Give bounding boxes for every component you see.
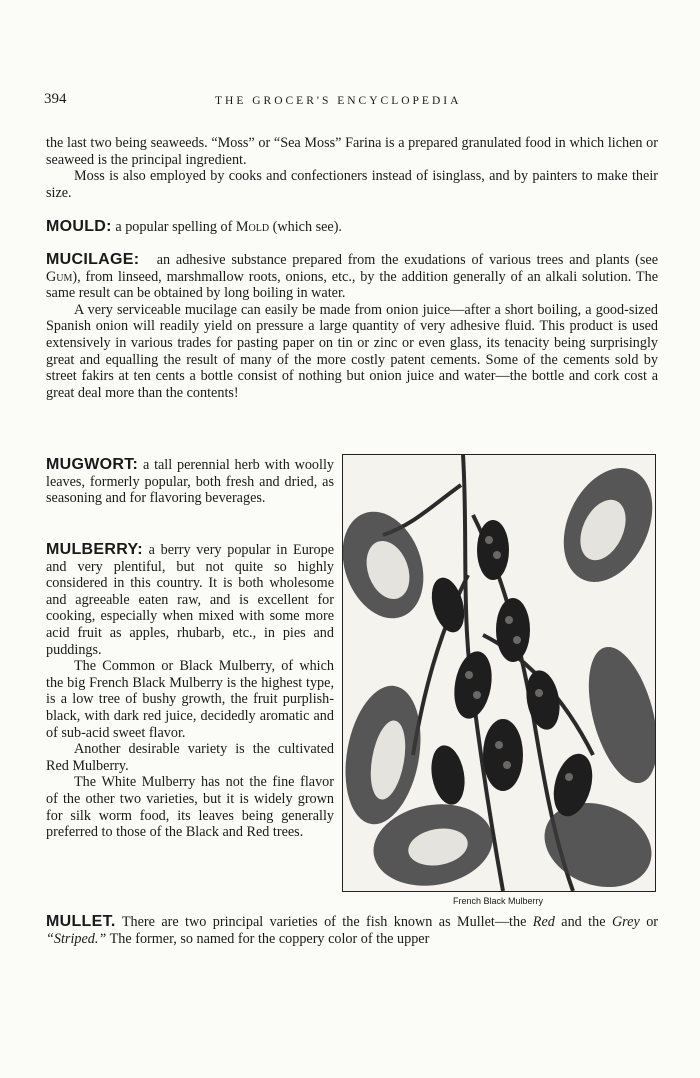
mould-headword: MOULD: [46, 218, 112, 235]
mullet-text-b: and the [561, 914, 606, 930]
mugwort-entry [46, 457, 334, 507]
moss-entry-continued [46, 135, 658, 201]
mulberry-paragraph-1 [46, 542, 334, 658]
mould-text-before: a popular spelling of [115, 219, 233, 235]
page-number: 394 [44, 91, 67, 107]
mullet-striped: “Striped.” [46, 930, 107, 947]
mulberry-headword: MULBERRY: [46, 541, 143, 558]
mullet-text-d: The former, so named for the coppery color of the upper [109, 930, 430, 947]
mulberry-paragraph-4: The White Mulberry has not the fine flavor of the other two varieties, but it is widely grown for silk worm food, its leaves being generally preferred to those of the Black and Red trees. [46, 774, 334, 841]
mucilage-paragraph-2: A very serviceable mucilage can easily be made from onion juice—after a short boiling, a good-sized Spanish onion will readily yield on pressure a large quantity of very adhesive fluid. This product is used extensively in various trades for pasting paper on tin or zinc or even glass, its tenacity being surprisingly great and equalling the result of many of the more costly patent cements. Some of the cements sold by street fakirs at ten cents a bottle consist of nothing but onion juice and water—the bottle and cork cost a great deal more than the contents! [46, 301, 658, 401]
running-title: THE GROCER'S ENCYCLOPEDIA [215, 95, 462, 107]
mulberry-illustration [342, 454, 656, 892]
mucilage-p1-a: an adhesive substance prepared from the exudations of various trees and plants (see [156, 252, 658, 268]
mullet-text-c: or [646, 914, 659, 930]
mucilage-p1-b: ), from linseed, marshmallow roots, onions, etc., by the addition generally of an alkali solution. The same result can be obtained by long boiling in water. [46, 268, 658, 302]
mullet-text-a: There are two principal varieties of the fish known as Mullet—the [121, 914, 527, 930]
mould-text-after: (which see). [272, 219, 342, 235]
moss-paragraph-2: Moss is also employed by cooks and confectioners instead of isinglass, and by painters to make their size. [46, 168, 658, 201]
mulberry-paragraph-3: Another desirable variety is the cultivated Red Mulberry. [46, 741, 334, 774]
mullet-grey: Grey [611, 914, 640, 930]
mucilage-entry [46, 252, 658, 401]
mulberry-plant-drawing [343, 455, 655, 891]
figure-caption: French Black Mulberry [452, 896, 544, 906]
mulberry-p1-text: a berry very popular in Europe and very plentiful, but not quite so highly considered in this country. It is both wholesome and agreeable eaten raw, and is excellent for cooking, especially when mixed with some more acid fruit as apples, rhubarb, etc., in pies and puddings. [46, 542, 334, 658]
mullet-red: Red [532, 914, 555, 930]
mugwort-text: a tall perennial herb with woolly leaves, formerly popular, both fresh and dried, as seasoning and for flavoring beverages. [46, 457, 334, 507]
mullet-headword: MULLET. [46, 913, 116, 930]
mould-entry [46, 219, 658, 236]
mucilage-headword: MUCILAGE: [46, 251, 140, 268]
mugwort-headword: MUGWORT: [46, 456, 139, 473]
moss-paragraph-1: the last two being seaweeds. “Moss” or “Sea Moss” Farina is a prepared granulated food in which lichen or seaweed is the principal ingredient. [46, 135, 658, 168]
mulberry-paragraph-2: The Common or Black Mulberry, of which the big French Black Mulberry is the highest type, is a low tree of bushy growth, the fruit purplish-black, with dark red juice, decidedly aromatic and of sub-acid sweet flavor. [46, 658, 334, 741]
mucilage-paragraph-1 [46, 252, 658, 302]
mullet-entry [46, 914, 658, 947]
mould-xref: Mold [235, 219, 270, 235]
mulberry-entry [46, 542, 334, 841]
mucilage-xref: Gum [46, 268, 73, 285]
